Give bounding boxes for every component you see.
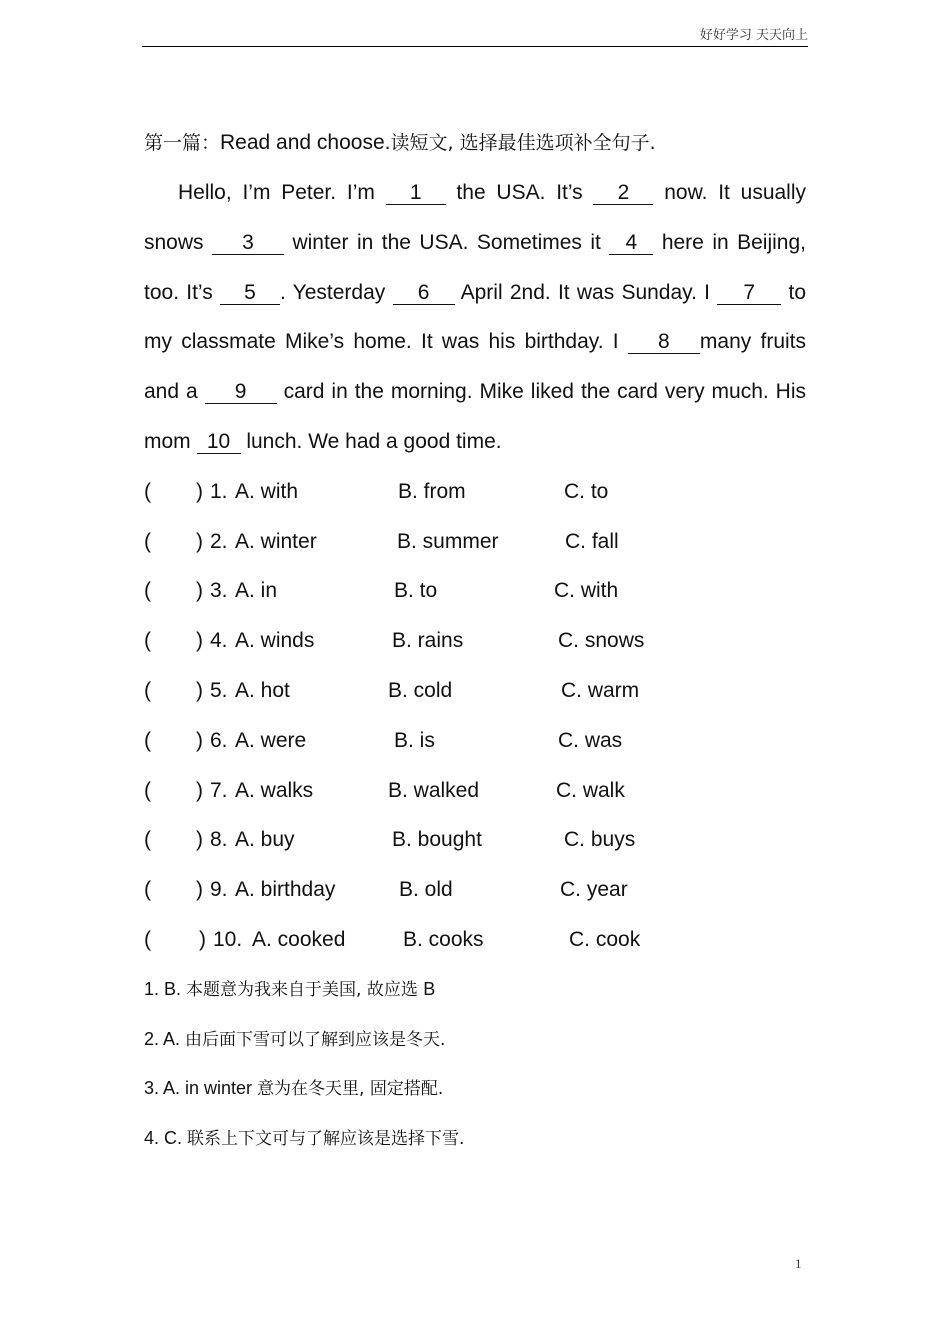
answer-paren[interactable]: ( bbox=[144, 728, 151, 752]
answer-paren-close: ) bbox=[196, 629, 203, 653]
passage-text: here in Beijing, too. It’s bbox=[144, 230, 807, 304]
option-b[interactable]: B. walked bbox=[388, 778, 480, 802]
answer-paren[interactable]: ( bbox=[144, 629, 151, 653]
question-row bbox=[144, 666, 806, 716]
question-number: 10. bbox=[213, 927, 243, 951]
blank-9[interactable]: 9 bbox=[205, 381, 277, 404]
option-c[interactable]: C. to bbox=[564, 479, 609, 503]
blank-2[interactable]: 2 bbox=[593, 182, 653, 205]
option-a[interactable]: A. birthday bbox=[235, 878, 336, 902]
page-header bbox=[142, 24, 808, 47]
option-c[interactable]: C. year bbox=[560, 878, 628, 902]
answer-prefix: 4. C. bbox=[144, 1128, 188, 1149]
section-label: 第一篇： bbox=[144, 132, 221, 154]
question-row bbox=[144, 517, 806, 567]
answer-paren-close: ) bbox=[196, 878, 203, 902]
answer-paren-close: ) bbox=[196, 778, 203, 802]
option-a[interactable]: A. winter bbox=[235, 529, 317, 553]
answer-text: 联系上下文可与了解应该是选择下雪. bbox=[187, 1129, 465, 1150]
option-c[interactable]: C. snows bbox=[558, 629, 645, 653]
section-title bbox=[144, 118, 806, 168]
answer-explanation bbox=[144, 1114, 806, 1164]
option-b[interactable]: B. rains bbox=[392, 629, 464, 653]
option-c[interactable]: C. fall bbox=[565, 529, 619, 553]
question-row bbox=[144, 616, 806, 666]
passage-text: now. It usually snows bbox=[144, 181, 807, 254]
option-c[interactable]: C. warm bbox=[561, 678, 640, 702]
passage-text: lunch. We had a good time. bbox=[240, 429, 502, 453]
question-row bbox=[144, 815, 806, 865]
passage-text: to my classmate Mike’s home. It was his birthday. I bbox=[144, 280, 807, 354]
answer-paren[interactable]: ( bbox=[144, 529, 151, 553]
question-number: 8. bbox=[210, 828, 228, 852]
option-a[interactable]: A. cooked bbox=[252, 927, 346, 951]
question-number: 3. bbox=[210, 579, 228, 603]
passage-text: Hello, I’m Peter. I’m bbox=[178, 181, 386, 204]
answer-text: 意为在冬天里, 固定搭配. bbox=[257, 1079, 444, 1100]
option-b[interactable]: B. bought bbox=[392, 828, 482, 852]
option-a[interactable]: A. winds bbox=[235, 629, 315, 653]
blank-6[interactable]: 6 bbox=[393, 282, 455, 305]
option-a[interactable]: A. walks bbox=[235, 778, 314, 802]
blank-3[interactable]: 3 bbox=[212, 232, 284, 255]
answer-key bbox=[144, 965, 806, 1164]
answer-paren[interactable]: ( bbox=[144, 878, 151, 902]
option-b[interactable]: B. old bbox=[399, 878, 453, 902]
answer-paren[interactable]: ( bbox=[144, 579, 151, 603]
blank-10[interactable]: 10 bbox=[197, 431, 241, 454]
answer-explanation bbox=[144, 1064, 806, 1114]
passage-text: . Yesterday bbox=[279, 280, 393, 304]
answer-suffix: B bbox=[423, 978, 436, 999]
option-c[interactable]: C. buys bbox=[564, 828, 636, 852]
answer-paren-close: ) bbox=[199, 927, 206, 951]
question-row bbox=[144, 566, 806, 616]
option-c[interactable]: C. cook bbox=[569, 927, 641, 951]
question-number: 4. bbox=[210, 629, 228, 653]
answer-prefix: 2. A. bbox=[144, 1028, 186, 1049]
option-b[interactable]: B. cooks bbox=[403, 927, 484, 951]
answer-paren[interactable]: ( bbox=[144, 778, 151, 802]
answer-text: 本题意为我来自于美国, 故应选 bbox=[186, 979, 424, 1000]
option-c[interactable]: C. walk bbox=[556, 778, 625, 802]
section-title-cn: 读短文, 选择最佳选项补全句子. bbox=[390, 132, 656, 154]
question-row bbox=[144, 766, 806, 816]
option-c[interactable]: C. was bbox=[558, 728, 623, 752]
question-number: 7. bbox=[210, 778, 228, 802]
section-title-en: Read and choose. bbox=[220, 131, 391, 154]
answer-paren-close: ) bbox=[196, 728, 203, 752]
option-b[interactable]: B. to bbox=[394, 579, 438, 603]
passage-text: card in the morning. Mike liked the card very much. His mom bbox=[144, 380, 806, 453]
question-row bbox=[144, 467, 806, 517]
question-number: 6. bbox=[210, 728, 228, 752]
option-b[interactable]: B. summer bbox=[397, 529, 499, 553]
answer-explanation bbox=[144, 965, 806, 1015]
answer-paren-close: ) bbox=[196, 479, 203, 503]
blank-8[interactable]: 8 bbox=[628, 331, 700, 354]
answer-prefix: 3. A. in winter bbox=[144, 1078, 258, 1099]
question-number: 1. bbox=[210, 479, 228, 503]
answer-text: 由后面下雪可以了解到应该是冬天. bbox=[185, 1029, 446, 1050]
question-row bbox=[144, 915, 806, 965]
options-list bbox=[144, 467, 806, 965]
option-a[interactable]: A. buy bbox=[235, 828, 295, 852]
passage-text: April 2nd. It was Sunday. I bbox=[454, 280, 718, 304]
reading-passage bbox=[144, 168, 806, 467]
answer-paren-close: ) bbox=[196, 529, 203, 553]
blank-4[interactable]: 4 bbox=[609, 232, 653, 255]
answer-paren-close: ) bbox=[196, 828, 203, 852]
page-number: 1 bbox=[795, 1256, 802, 1271]
passage-text: many fruits and a bbox=[144, 330, 806, 404]
answer-paren[interactable]: ( bbox=[144, 678, 151, 702]
passage-text: winter in the USA. Sometimes it bbox=[284, 230, 610, 254]
answer-paren-close: ) bbox=[196, 678, 203, 702]
answer-paren[interactable]: ( bbox=[144, 828, 151, 852]
option-a[interactable]: A. with bbox=[235, 479, 299, 503]
answer-paren-close: ) bbox=[196, 579, 203, 603]
option-c[interactable]: C. with bbox=[554, 579, 619, 603]
option-b[interactable]: B. is bbox=[394, 728, 435, 752]
answer-prefix: 1. B. bbox=[144, 978, 187, 999]
blank-1[interactable]: 1 bbox=[386, 182, 446, 205]
option-a[interactable]: A. hot bbox=[235, 678, 290, 702]
option-b[interactable]: B. from bbox=[398, 479, 466, 503]
question-row bbox=[144, 716, 806, 766]
option-b[interactable]: B. cold bbox=[388, 678, 453, 702]
answer-explanation bbox=[144, 1015, 806, 1065]
option-a[interactable]: A. in bbox=[235, 579, 278, 603]
header-motto: 好好学习 天天向上 bbox=[699, 28, 808, 43]
document-body bbox=[144, 118, 806, 1164]
question-number: 5. bbox=[210, 678, 228, 702]
answer-paren[interactable]: ( bbox=[144, 927, 151, 951]
question-number: 9. bbox=[210, 878, 228, 902]
passage-text: the USA. It’s bbox=[445, 181, 594, 204]
answer-paren[interactable]: ( bbox=[144, 479, 151, 503]
question-row bbox=[144, 865, 806, 915]
blank-5[interactable]: 5 bbox=[220, 282, 280, 305]
blank-7[interactable]: 7 bbox=[717, 282, 781, 305]
question-number: 2. bbox=[210, 529, 228, 553]
option-a[interactable]: A. were bbox=[235, 728, 307, 752]
